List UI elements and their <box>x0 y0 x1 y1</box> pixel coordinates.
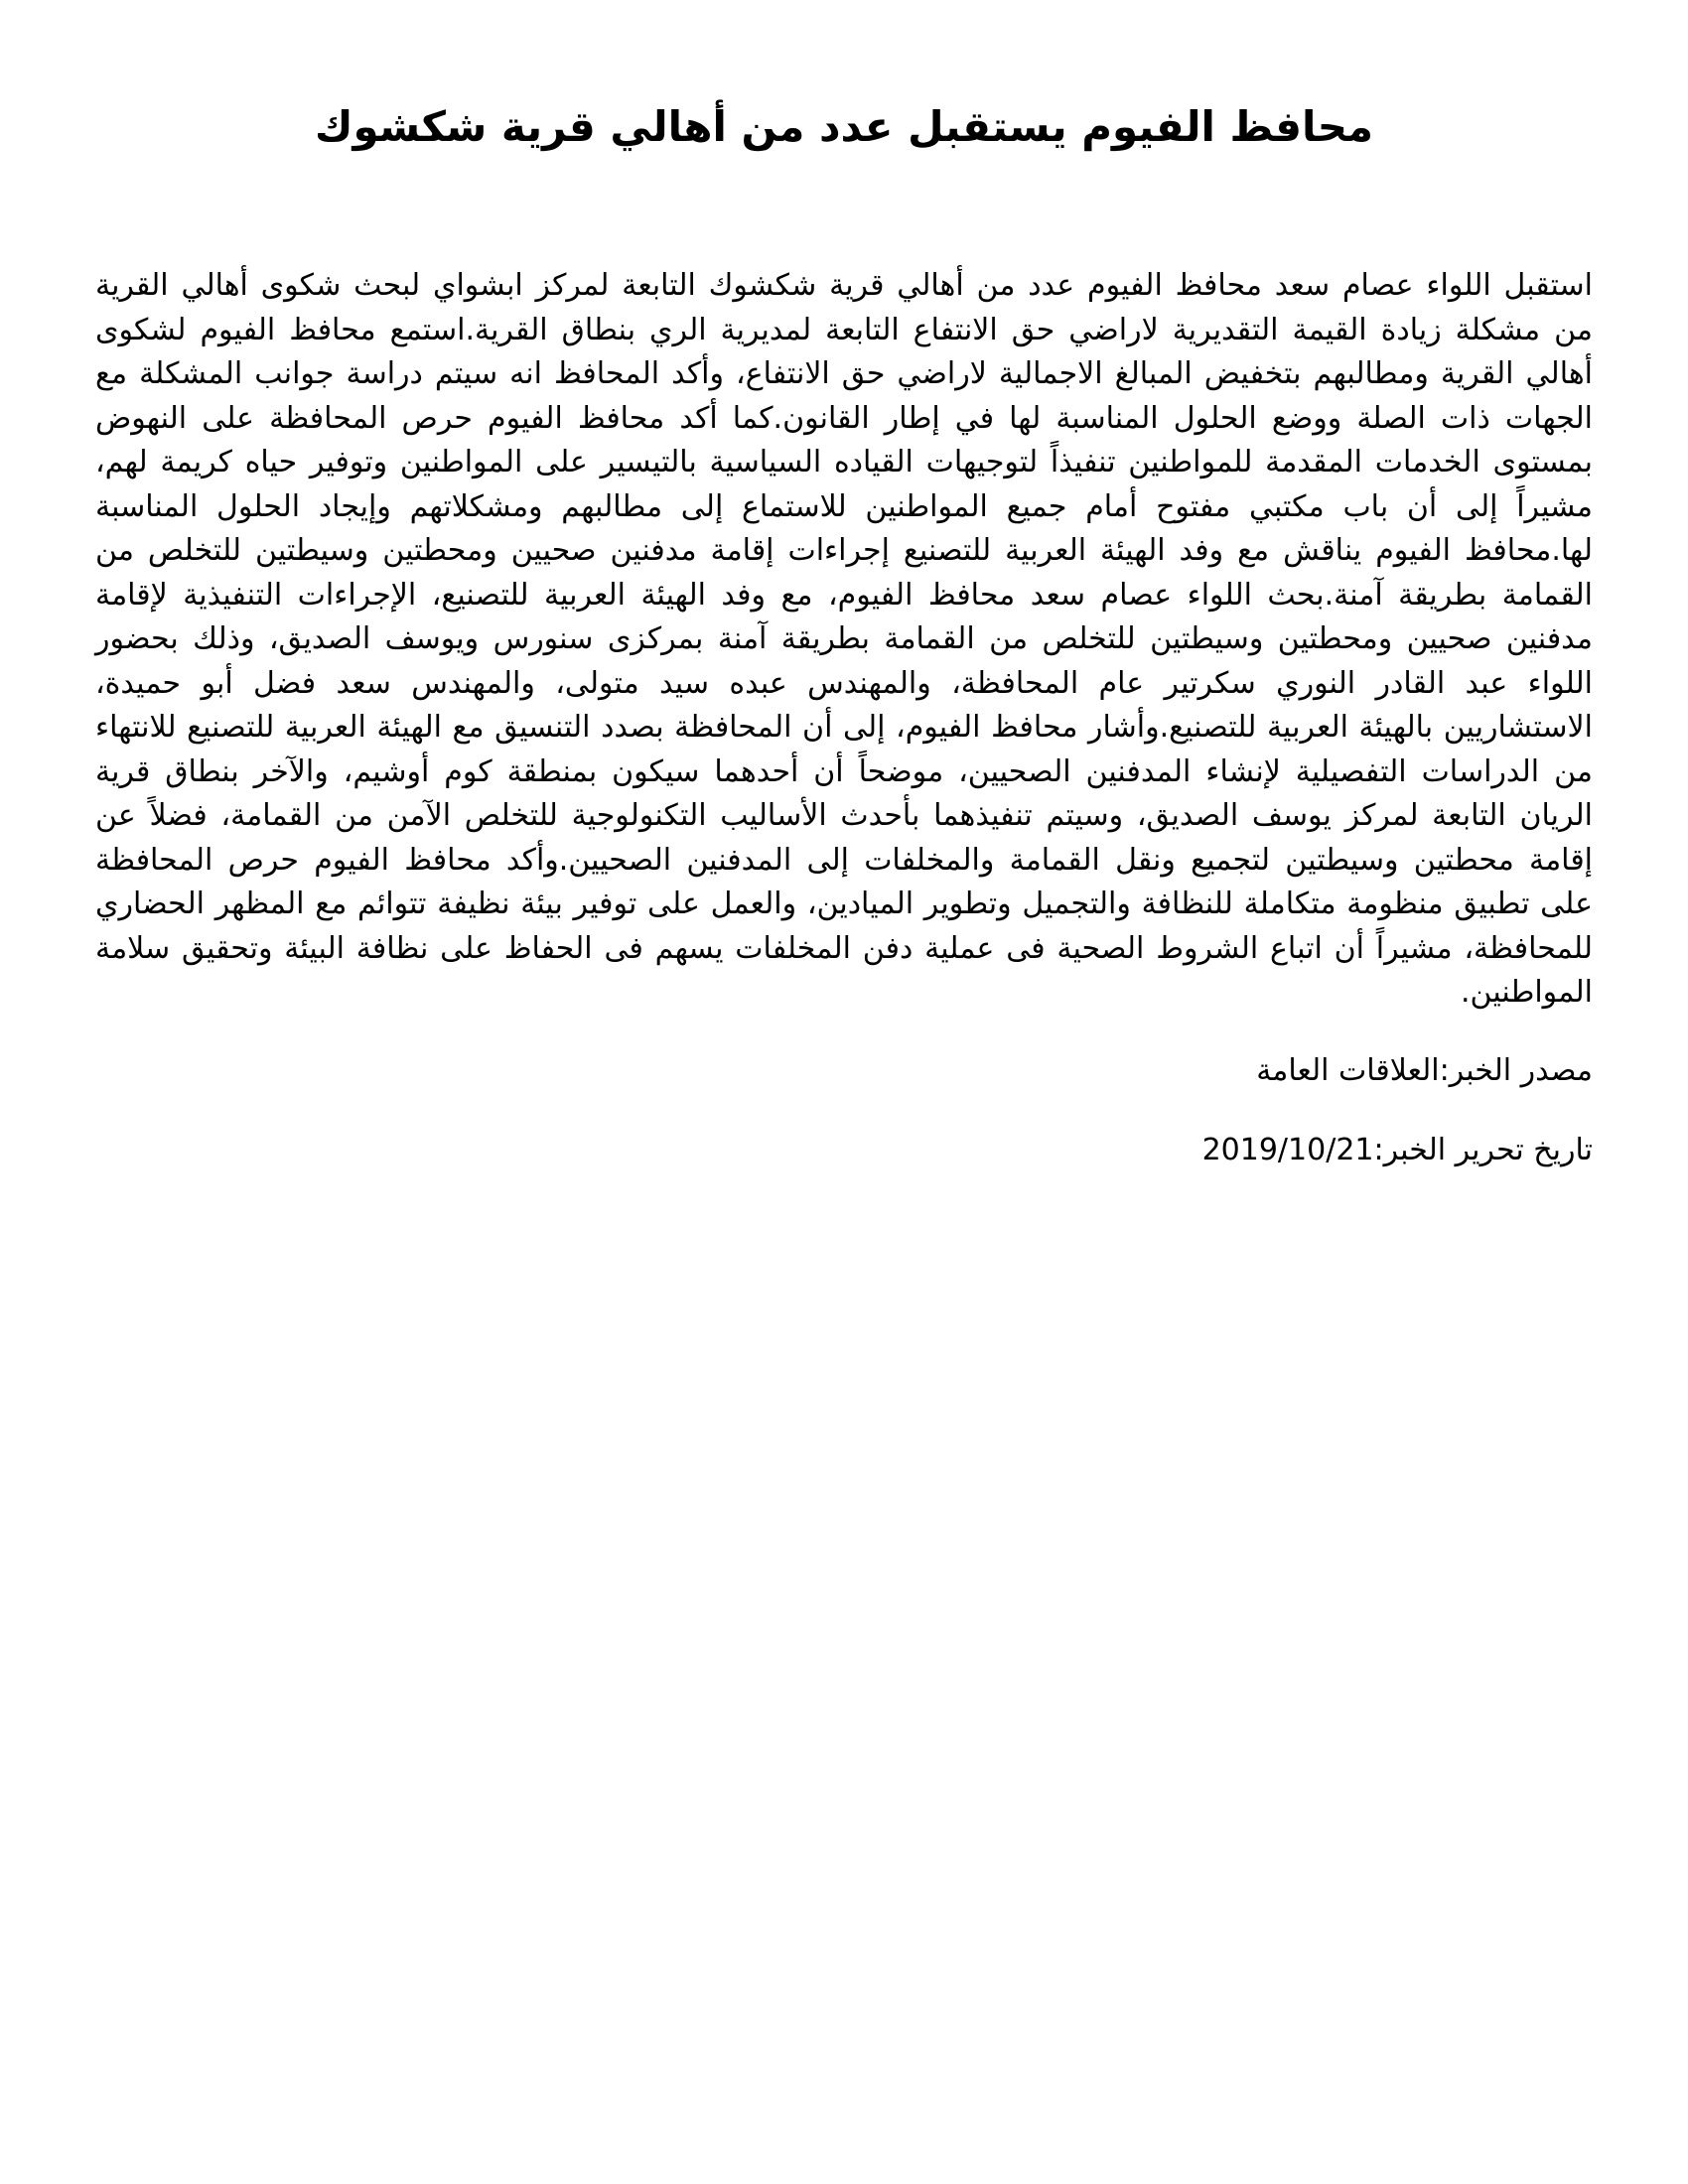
news-date-value: 2019/10/21 <box>1201 1132 1374 1167</box>
news-source-label: مصدر الخبر: <box>1439 1052 1593 1088</box>
news-source-line <box>95 1049 1593 1093</box>
article-body: استقبل اللواء عصام سعد محافظ الفيوم عدد من أهالي قرية شكشوك التابعة لمركز ابشواي لبحث شكوى أهالي القرية من مشكلة زيادة القيمة التقديرية لاراضي حق الانتفاع التابعة لمديرية الري بنطاق القرية.استمع محافظ الفيوم لشكوى أهالي القرية ومطالبهم بتخفيض المبالغ الاجمالية لاراضي حق الانتفاع، وأكد المحافظ انه سيتم دراسة جوانب المشكلة مع الجهات ذات الصلة ووضع الحلول المناسبة لها في إطار القانون.كما أكد محافظ الفيوم حرص المحافظة على النهوض بمستوى الخدمات المقدمة للمواطنين تنفيذاً لتوجيهات القياده السياسية بالتيسير على المواطنين وتوفير حياه كريمة لهم، مشيراً إلى أن باب مكتبي مفتوح أمام جميع المواطنين للاستماع إلى مطالبهم ومشكلاتهم وإيجاد الحلول المناسبة لها.محافظ الفيوم يناقش مع وفد الهيئة العربية للتصنيع إجراءات إقامة مدفنين صحيين ومحطتين وسيطتين للتخلص من القمامة بطريقة آمنة.بحث اللواء عصام سعد محافظ الفيوم، مع وفد الهيئة العربية للتصنيع، الإجراءات التنفيذية لإقامة مدفنين صحيين ومحطتين وسيطتين للتخلص من القمامة بطريقة آمنة بمركزى سنورس ويوسف الصديق، وذلك بحضور اللواء عبد القادر النوري سكرتير عام المحافظة، والمهندس عبده سيد متولى، والمهندس سعد فضل أبو حميدة، الاستشاريين بالهيئة العربية للتصنيع.وأشار محافظ الفيوم، إلى أن المحافظة بصدد التنسيق مع الهيئة العربية للتصنيع للانتهاء من الدراسات التفصيلية لإنشاء المدفنين الصحيين، موضحاً أن أحدهما سيكون بمنطقة كوم أوشيم، والآخر بنطاق قرية الريان التابعة لمركز يوسف الصديق، وسيتم تنفيذهما بأحدث الأساليب التكنولوجية للتخلص الآمن من القمامة، فضلاً عن إقامة محطتين وسيطتين لتجميع ونقل القمامة والمخلفات إلى المدفنين الصحيين.وأكد محافظ الفيوم حرص المحافظة على تطبيق منظومة متكاملة للنظافة والتجميل وتطوير الميادين، والعمل على توفير بيئة نظيفة تتوائم مع المظهر الحضاري للمحافظة، مشيراً أن اتباع الشروط الصحية فى عملية دفن المخلفات يسهم فى الحفاظ على نظافة البيئة وتحقيق سلامة المواطنين. <box>95 268 1593 1010</box>
article-title: محافظ الفيوم يستقبل عدد من أهالي قرية شكشوك <box>314 102 1374 151</box>
news-date-label: تاريخ تحرير الخبر: <box>1373 1132 1593 1167</box>
news-source-value: العلاقات العامة <box>1256 1052 1440 1088</box>
news-date-line <box>95 1129 1593 1172</box>
